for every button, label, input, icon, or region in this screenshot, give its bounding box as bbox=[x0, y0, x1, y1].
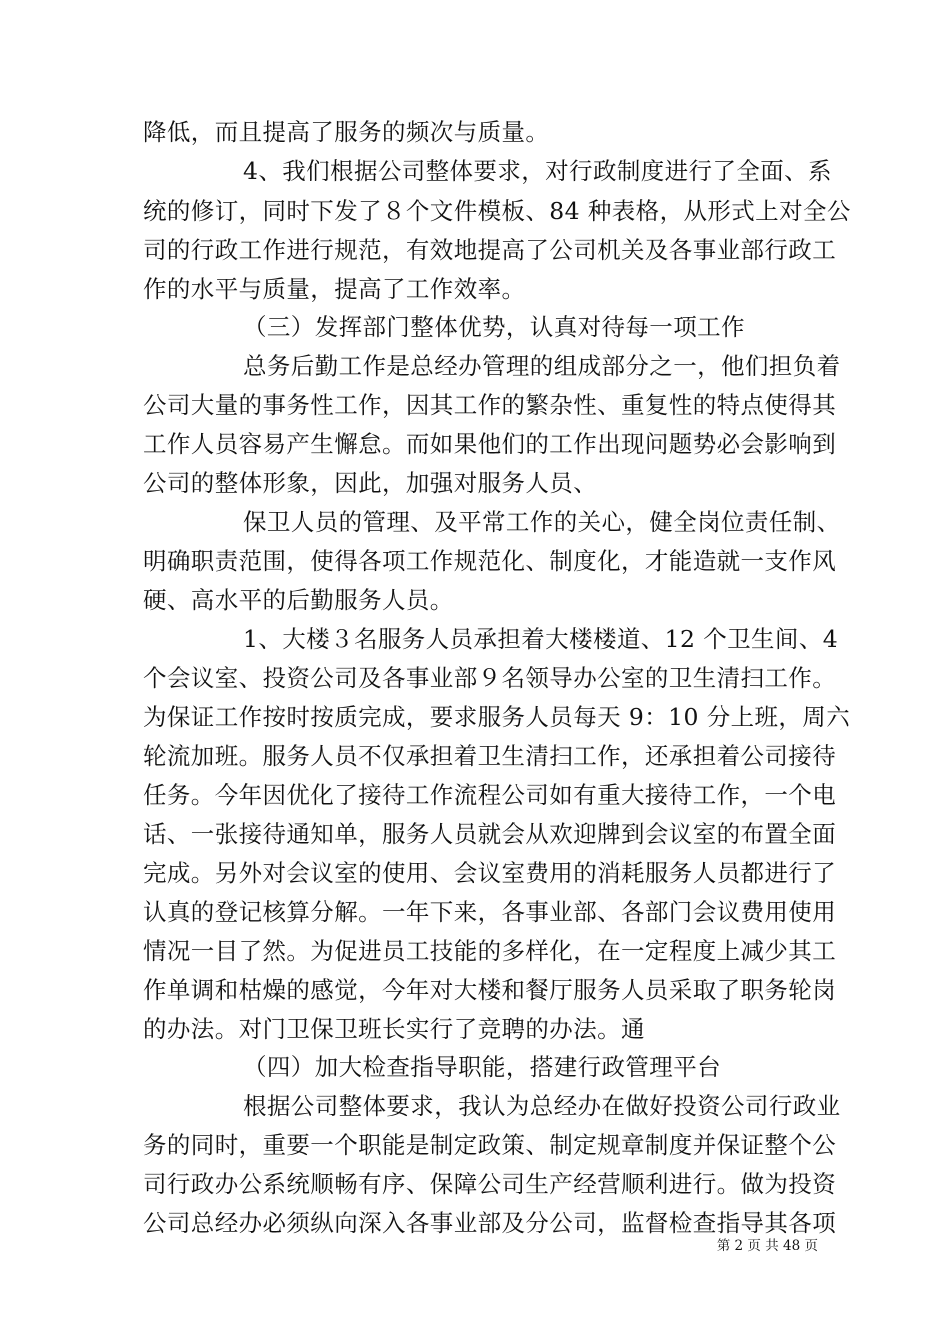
text-line: 统的修订，同时下发了８个文件模板、84 种表格，从形式上对全公 bbox=[143, 197, 851, 225]
text-line: 1、大楼３名服务人员承担着大楼楼道、12 个卫生间、4 bbox=[243, 625, 839, 653]
page-number: 第 2 页 共 48 页 bbox=[716, 1238, 818, 1254]
text-line: 作单调和枯燥的感觉，今年对大楼和餐厅服务人员采取了职务轮岗 bbox=[143, 976, 837, 1004]
text-line: 公司的整体形象，因此，加强对服务人员、 bbox=[143, 469, 598, 497]
text-line: 司行政办公系统顺畅有序、保障公司生产经营顺利进行。做为投资 bbox=[143, 1170, 837, 1198]
text-line: 认真的登记核算分解。一年下来，各事业部、各部门会议费用使用 bbox=[143, 898, 837, 926]
text-line: 公司大量的事务性工作，因其工作的繁杂性、重复性的特点使得其 bbox=[143, 391, 837, 419]
text-line: 总务后勤工作是总经办管理的组成部分之一，他们担负着 bbox=[243, 352, 841, 380]
text-line: 工作人员容易产生懈怠。而如果他们的工作出现问题势必会影响到 bbox=[143, 430, 837, 458]
text-line: 降低，而且提高了服务的频次与质量。 bbox=[143, 118, 550, 146]
text-line: 务的同时，重要一个职能是制定政策、制定规章制度并保证整个公 bbox=[143, 1131, 837, 1159]
text-line: 个会议室、投资公司及各事业部９名领导办公室的卫生清扫工作。 bbox=[143, 664, 837, 692]
text-line: 话、一张接待通知单，服务人员就会从欢迎牌到会议室的布置全面 bbox=[143, 820, 837, 848]
text-line: 明确职责范围，使得各项工作规范化、制度化，才能造就一支作风 bbox=[143, 547, 837, 575]
section-heading: （三）发挥部门整体优势，认真对待每一项工作 bbox=[243, 313, 745, 341]
text-line: 4、我们根据公司整体要求，对行政制度进行了全面、系 bbox=[243, 157, 832, 185]
text-line: 轮流加班。服务人员不仅承担着卫生清扫工作，还承担着公司接待 bbox=[143, 742, 837, 770]
text-line: 作的水平与质量，提高了工作效率。 bbox=[143, 275, 526, 303]
text-line: 根据公司整体要求，我认为总经办在做好投资公司行政业 bbox=[243, 1092, 841, 1120]
text-line: 硬、高水平的后勤服务人员。 bbox=[143, 586, 454, 614]
text-line: 的办法。对门卫保卫班长实行了竞聘的办法。通 bbox=[143, 1015, 645, 1043]
section-heading: （四）加大检查指导职能，搭建行政管理平台 bbox=[243, 1053, 721, 1081]
text-line: 情况一目了然。为促进员工技能的多样化，在一定程度上减少其工 bbox=[143, 937, 837, 965]
text-line: 为保证工作按时按质完成，要求服务人员每天 9：10 分上班，周六 bbox=[143, 703, 851, 731]
text-line: 完成。另外对会议室的使用、会议室费用的消耗服务人员都进行了 bbox=[143, 859, 837, 887]
text-line: 保卫人员的管理、及平常工作的关心，健全岗位责任制、 bbox=[243, 508, 841, 536]
text-line: 任务。今年因优化了接待工作流程公司如有重大接待工作，一个电 bbox=[143, 781, 837, 809]
text-line: 司的行政工作进行规范，有效地提高了公司机关及各事业部行政工 bbox=[143, 236, 837, 264]
text-line: 公司总经办必须纵向深入各事业部及分公司，监督检查指导其各项 bbox=[143, 1209, 837, 1237]
